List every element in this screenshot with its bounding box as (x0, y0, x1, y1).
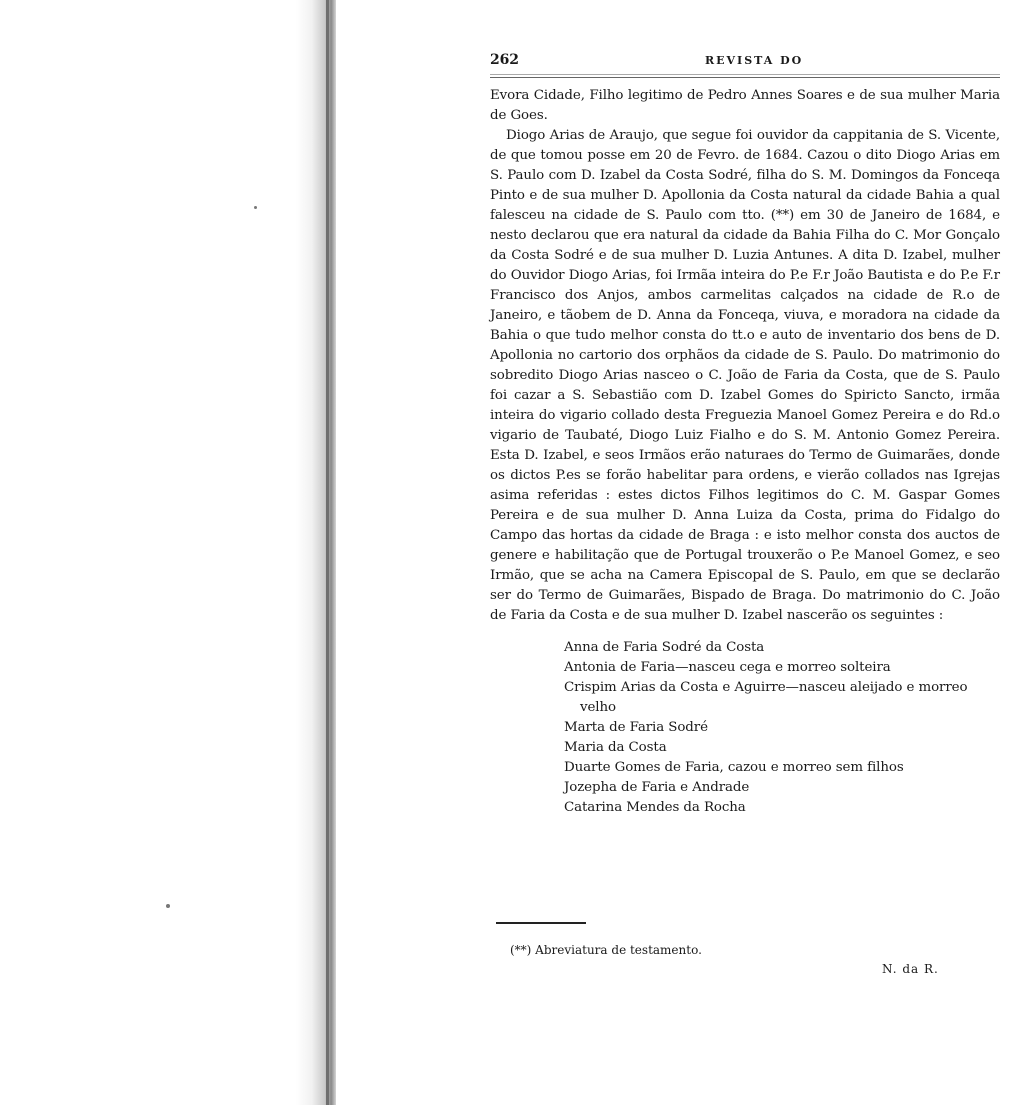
page-header (490, 50, 1000, 72)
paragraph: Diogo Arias de Araujo, que segue foi ouvidor da cappitania de S. Vicente, de que tomou posse em 20 de Fevro. de 1684. Cazou o dito Diogo Arias em S. Paulo com D. Izabel da Costa Sodré, filha do S. M. Domingos da Fonceqa Pinto e de sua mulher D. Apollonia da Costa natural da cidade Bahia a qual falesceu na cidade de S. Paulo com tto. (**) em 30 de Janeiro de 1684, e nesto declarou que era natural da cidade da Bahia Filha do C. Mor Gonçalo da Costa Sodré e de sua mulher D. Luzia Antunes. A dita D. Izabel, mulher do Ouvidor Diogo Arias, foi Irmãa inteira do P.e F.r João Bautista e do P.e F.r Francisco dos Anjos, ambos carmelitas calçados na cidade de R.o de Janeiro, e tãobem de D. Anna da Fonceqa, viuva, e moradora na cidade da Bahia o que tudo melhor consta do tt.o e auto de inventario dos bens de D. Apollonia no cartorio dos orphãos da cidade de S. Paulo. Do matrimonio do sobredito Diogo Arias nasceo o C. João de Faria da Costa, que de S. Paulo foi cazar a S. Sebastião com D. Izabel Gomes do Spiricto Sancto, irmãa inteira do vigario collado desta Freguezia Manoel Gomez Pereira e do Rd.o vigario de Taubaté, Diogo Luiz Fialho e do S. M. Antonio Gomez Pereira. Esta D. Izabel, e seos Irmãos erão naturaes do Termo de Guimarães, donde os dictos P.es se forão habelitar para ordens, e vierão collados nas Igrejas asima referidas : estes dictos Filhos legitimos do C. M. Gaspar Gomes Pereira e de sua mulher D. Anna Luiza da Costa, prima do Fidalgo do Campo das hortas da cidade de Braga : e isto melhor consta dos auctos de genere e habilitação que de Portugal trouxerão o P.e Manoel Gomez, e seo Irmão, que se acha na Camera Episcopal de S. Paulo, em que se declarão ser do Termo de Guimarães, Bispado de Braga. Do matrimonio do C. João de Faria da Costa e de sua mulher D. Izabel nascerão os seguintes : (490, 128, 1000, 623)
book-spine-line (326, 0, 329, 1105)
body-text (490, 86, 1000, 818)
list-item: Antonia de Faria—nasceu cega e morreo solteira (564, 660, 891, 675)
running-title: REVISTA DO (705, 54, 804, 67)
page (490, 50, 1000, 818)
book-gutter-shadow (296, 0, 336, 1105)
list-item: Anna de Faria Sodré da Costa (564, 640, 765, 655)
paragraph: Evora Cidade, Filho legitimo de Pedro Annes Soares e de sua mulher Maria de Goes. (490, 88, 1000, 123)
children-list (564, 638, 1000, 818)
footnote: (**) Abreviatura de testamento. (510, 943, 702, 957)
list-item: Maria da Costa (564, 740, 667, 755)
editor-signature: N. da R. (882, 962, 939, 976)
list-item: Marta de Faria Sodré (564, 720, 708, 735)
scan-speck (166, 904, 170, 908)
list-item: Duarte Gomes de Faria, cazou e morreo sem filhos (564, 760, 904, 775)
page-number: 262 (490, 52, 519, 68)
list-item: Jozepha de Faria e Andrade (564, 780, 750, 795)
list-item: Crispim Arias da Costa e Aguirre—nasceu aleijado e morreo velho (564, 680, 968, 715)
scan-speck (254, 206, 257, 209)
header-rule (490, 74, 1000, 78)
list-item: Catarina Mendes da Rocha (564, 800, 746, 815)
footnote-rule (496, 922, 586, 924)
